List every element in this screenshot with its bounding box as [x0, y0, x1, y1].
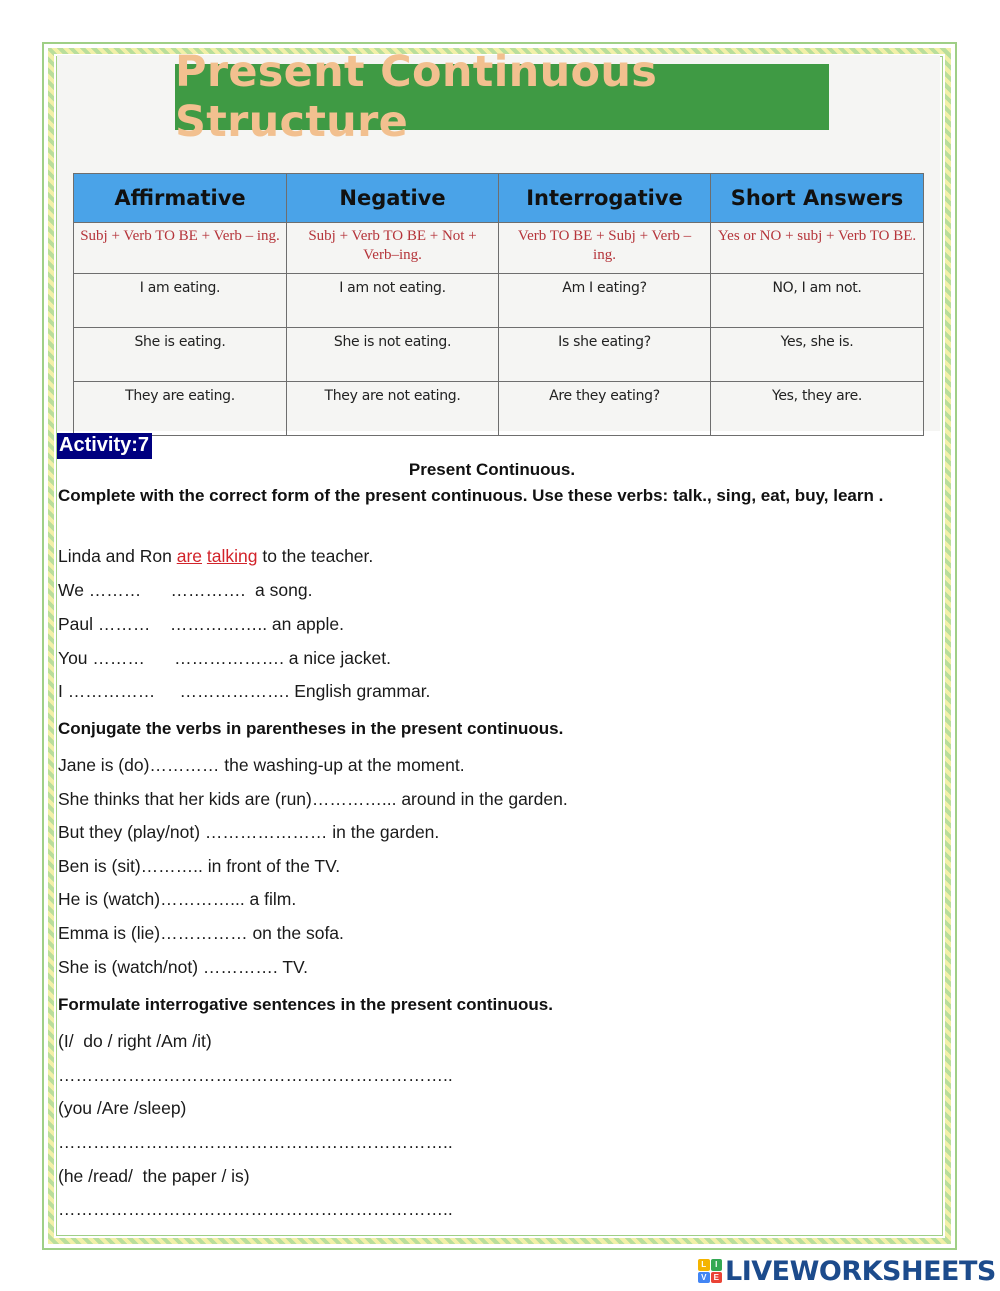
table-cell: I am eating. [74, 274, 287, 328]
logo-letter: L [698, 1259, 710, 1271]
conjugate-item-1[interactable]: Jane is (do)………… the washing-up at the moment. [58, 755, 465, 775]
table-cell: She is eating. [74, 328, 287, 382]
logo-letter: I [711, 1259, 723, 1271]
formula-affirmative: Subj + Verb TO BE + Verb – ing. [74, 223, 287, 274]
conjugate-item-4[interactable]: Ben is (sit)……….. in front of the TV. [58, 856, 341, 876]
question-prompt-1: (I/ do / right /Am /it) [58, 1031, 212, 1051]
header-short-answers: Short Answers [711, 174, 924, 223]
activity-title: Present Continuous. [408, 460, 576, 479]
fill-in-item-4[interactable]: I …………… ………………. English grammar. [58, 681, 431, 701]
table-row [74, 328, 924, 382]
table-cell: Yes, she is. [711, 328, 924, 382]
logo-letter: E [711, 1272, 723, 1284]
question-prompt-2: (you /Are /sleep) [58, 1098, 187, 1118]
fill-in-item-1[interactable]: We ……… …………. a song. [58, 580, 313, 600]
conjugate-item-6[interactable]: Emma is (lie)…………… on the sofa. [58, 923, 344, 943]
table-cell: Is she eating? [499, 328, 711, 382]
liveworksheets-logo-icon [698, 1259, 722, 1283]
example-sentence [58, 546, 373, 567]
table-cell: They are not eating. [287, 382, 499, 436]
header-negative: Negative [287, 174, 499, 223]
fill-in-item-3[interactable]: You ……… ………………. a nice jacket. [58, 648, 391, 668]
formula-interrogative: Verb TO BE + Subj + Verb – ing. [499, 223, 711, 274]
formula-negative: Subj + Verb TO BE + Not + Verb–ing. [287, 223, 499, 274]
fill-in-item-2[interactable]: Paul ……… …………….. an apple. [58, 614, 344, 634]
activity-label: Activity:7 [57, 433, 152, 459]
table-cell: Am I eating? [499, 274, 711, 328]
section2-instruction: Conjugate the verbs in parentheses in the present continuous. [58, 719, 564, 738]
question-answer-field-2[interactable]: ………………………………………………………….. [58, 1132, 453, 1152]
table-cell: I am not eating. [287, 274, 499, 328]
section1-instruction: Complete with the correct form of the present continuous. Use these verbs: talk., sing, eat, buy, learn . [58, 486, 884, 505]
conjugate-item-3[interactable]: But they (play/not) ………………… in the garden. [58, 822, 440, 842]
structure-table [73, 173, 924, 436]
example-answer-2: talking [206, 546, 258, 566]
conjugate-item-7[interactable]: She is (watch/not) …………. TV. [58, 957, 308, 977]
header-affirmative: Affirmative [74, 174, 287, 223]
liveworksheets-brand [698, 1256, 996, 1286]
conjugate-item-2[interactable]: She thinks that her kids are (run)…………... around in the garden. [58, 789, 568, 809]
brand-name: LIVEWORKSHEETS [725, 1255, 996, 1287]
formula-short-answers: Yes or NO + subj + Verb TO BE. [711, 223, 924, 274]
structure-image [57, 47, 940, 431]
structure-title-banner: Present Continuous Structure [175, 64, 829, 130]
section3-instruction: Formulate interrogative sentences in the present continuous. [58, 995, 553, 1014]
formula-row [74, 223, 924, 274]
table-cell: Are they eating? [499, 382, 711, 436]
question-prompt-3: (he /read/ the paper / is) [58, 1166, 250, 1186]
table-cell: They are eating. [74, 382, 287, 436]
question-answer-field-1[interactable]: ………………………………………………………….. [58, 1065, 453, 1085]
table-cell: NO, I am not. [711, 274, 924, 328]
table-cell: She is not eating. [287, 328, 499, 382]
example-answer-1: are [176, 546, 203, 566]
logo-letter: V [698, 1272, 710, 1284]
example-text-after: to the teacher. [257, 546, 374, 566]
question-answer-field-3[interactable]: ………………………………………………………….. [58, 1199, 453, 1219]
header-interrogative: Interrogative [499, 174, 711, 223]
table-row [74, 382, 924, 436]
table-cell: Yes, they are. [711, 382, 924, 436]
example-text-before: Linda and Ron [58, 546, 177, 566]
table-header-row [74, 174, 924, 223]
conjugate-item-5[interactable]: He is (watch)…………... a film. [58, 889, 297, 909]
table-row [74, 274, 924, 328]
